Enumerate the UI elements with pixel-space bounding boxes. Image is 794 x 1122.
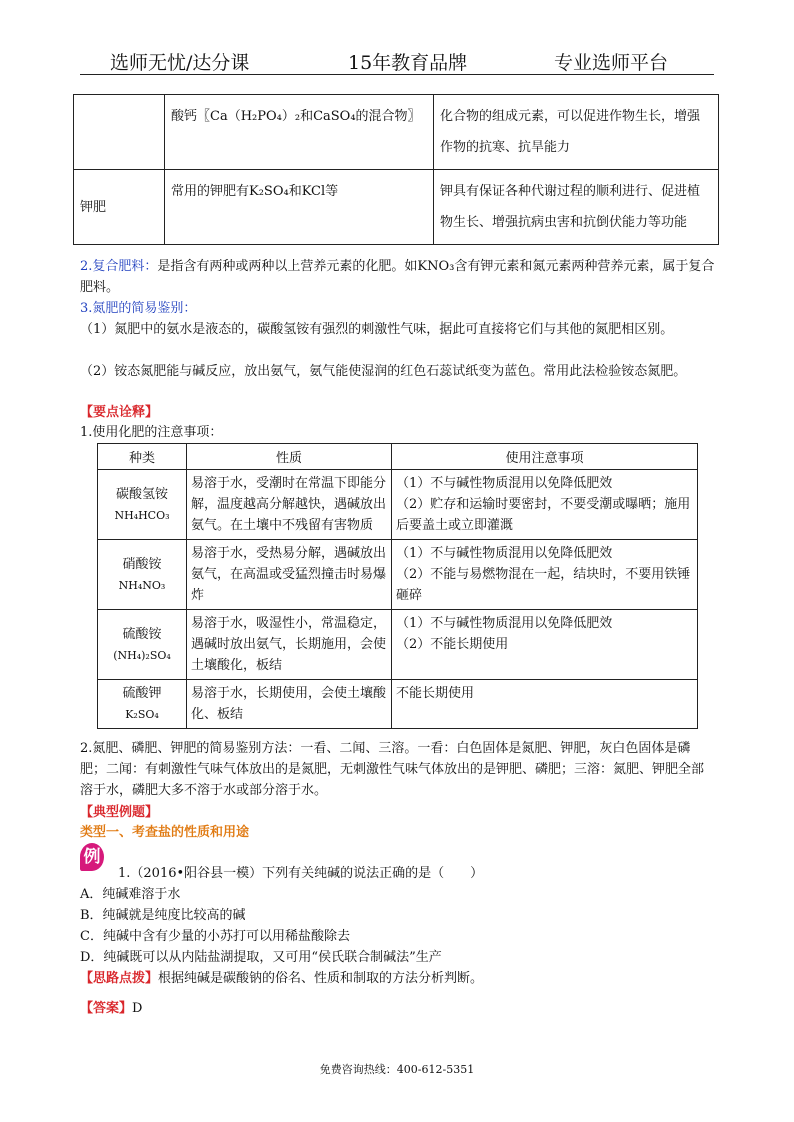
option-c: C．纯碱中含有少量的小苏打可以用稀盐酸除去 xyxy=(80,929,350,944)
fertilizer-formula: (NH₄)₂SO₄ xyxy=(113,648,171,662)
key-points-intro: 1.使用化肥的注意事项： xyxy=(80,425,223,440)
option-a: A．纯碱难溶于水 xyxy=(80,887,181,902)
fertilizer-name-cell xyxy=(98,610,187,680)
option-d: D．纯碱既可以从内陆盐湖提取，又可用“侯氏联合制碱法”生产 xyxy=(80,950,442,965)
page-header xyxy=(80,48,714,75)
table-cell: 化合物的组成元素，可以促进作物生长，增强作物的抗寒、抗旱能力 xyxy=(434,95,719,170)
header-brand: 选师无忧/达分课 xyxy=(110,52,250,74)
header-slogan: 15年教育品牌 xyxy=(348,52,468,74)
fertilizer-name: 硫酸铵 xyxy=(122,626,162,642)
examples-heading: 【典型例题】 xyxy=(80,805,159,820)
fertilizer-name: 碳酸氢铵 xyxy=(115,486,168,502)
answer-paragraph xyxy=(80,998,716,1019)
table-row xyxy=(98,610,698,680)
hint-text: 根据纯碱是碳酸钠的俗名、性质和制取的方法分析判断。 xyxy=(158,971,484,986)
table-row xyxy=(98,470,698,540)
properties-cell: 易溶于水，受潮时在常温下即能分解，温度越高分解越快，遇碱放出氨气。在土壤中不残留有害物质 xyxy=(187,470,392,540)
option-b: B．纯碱就是纯度比较高的碱 xyxy=(80,908,246,923)
notes-cell: 不能长期使用 xyxy=(392,680,698,729)
table-cell: 钾具有保证各种代谢过程的顺利进行、促进植物生长、增强抗病虫害和抗倒伏能力等功能 xyxy=(434,170,719,245)
fertilizer-name-cell xyxy=(98,470,187,540)
identify-heading: 3.氮肥的简易鉴别： xyxy=(80,301,197,316)
table-cell xyxy=(74,95,165,170)
properties-cell: 易溶于水，长期使用，会使土壤酸化、板结 xyxy=(187,680,392,729)
header-platform: 专业选师平台 xyxy=(554,52,669,74)
compound-fertilizer-paragraph xyxy=(80,256,716,298)
identify-paragraph-1: （1）氮肥中的氨水是液态的，碳酸氢铵有强烈的刺激性气味，据此可直接将它们与其他的氮肥相区别。 xyxy=(80,322,674,337)
table-row xyxy=(74,95,719,170)
table-row xyxy=(98,680,698,729)
column-header: 性质 xyxy=(187,444,392,470)
table-cell: 常用的钾肥有K₂SO₄和KCl等 xyxy=(165,170,434,245)
fertilizer-formula: K₂SO₄ xyxy=(125,708,159,721)
fertilizer-name-cell xyxy=(98,680,187,729)
column-header: 种类 xyxy=(98,444,187,470)
hint-label: 【思路点拨】 xyxy=(80,971,159,986)
column-header: 使用注意事项 xyxy=(392,444,698,470)
hint-paragraph xyxy=(80,968,716,989)
identification-method-paragraph: 2.氮肥、磷肥、钾肥的简易鉴别方法：一看、二闻、三溶。一看：白色固体是氮肥、钾肥，灰白色固体是磷肥；二闻：有刺激性气味气体放出的是氮肥，无刺激性气味气体放出的是钾肥、磷肥；三溶：氮肥、钾肥全部溶于水，磷肥大多不溶于水或部分溶于水。 xyxy=(80,741,705,798)
question-text: 1.（2016•阳谷县一模）下列有关纯碱的说法正确的是（ ） xyxy=(118,866,484,881)
example-badge-icon: 例 xyxy=(80,843,104,871)
answer-label: 【答案】 xyxy=(80,1001,133,1016)
notes-cell: （1）不与碱性物质混用以免降低肥效 （2）贮存和运输时要密封，不要受潮或曝晒；施用后要盖土或立即灌溉 xyxy=(392,470,698,540)
compound-text: 是指含有两种或两种以上营养元素的化肥。如KNO₃含有钾元素和氮元素两种营养元素，属于复合肥料。 xyxy=(80,259,715,295)
identify-paragraph-2: （2）铵态氮肥能与碱反应，放出氨气，氨气能使湿润的红色石蕊试纸变为蓝色。常用此法检验铵态氮肥。 xyxy=(80,364,687,379)
key-points-heading: 【要点诠释】 xyxy=(80,405,159,420)
table-cell: 钾肥 xyxy=(74,170,165,245)
answer-text: D xyxy=(132,1001,143,1016)
page-footer: 免费咨询热线：400-612-5351 xyxy=(319,1063,475,1076)
fertilizer-name-cell xyxy=(98,540,187,610)
notes-cell: （1）不与碱性物质混用以免降低肥效 （2）不能与易燃物混在一起，结块时，不要用铁锤砸碎 xyxy=(392,540,698,610)
properties-cell: 易溶于水，受热易分解，遇碱放出氨气，在高温或受猛烈撞击时易爆炸 xyxy=(187,540,392,610)
fertilizer-formula: NH₄HCO₃ xyxy=(114,508,170,522)
fertilizer-usage-table xyxy=(97,443,698,729)
fertilizer-continuation-table xyxy=(73,94,719,245)
example-type-heading: 类型一、考查盐的性质和用途 xyxy=(80,825,250,840)
table-cell: 酸钙〖Ca（H₂PO₄）₂和CaSO₄的混合物〗 xyxy=(165,95,434,170)
fertilizer-name: 硝酸铵 xyxy=(122,556,162,572)
fertilizer-formula: NH₄NO₃ xyxy=(118,578,166,592)
table-row xyxy=(74,170,719,245)
fertilizer-name: 硫酸钾 xyxy=(122,686,162,701)
properties-cell: 易溶于水，吸湿性小，常温稳定，遇碱时放出氨气，长期施用，会使土壤酸化，板结 xyxy=(187,610,392,680)
table-row xyxy=(98,540,698,610)
table-header-row xyxy=(98,444,698,470)
notes-cell: （1）不与碱性物质混用以免降低肥效 （2）不能长期使用 xyxy=(392,610,698,680)
compound-label: 2.复合肥料： xyxy=(80,259,158,274)
